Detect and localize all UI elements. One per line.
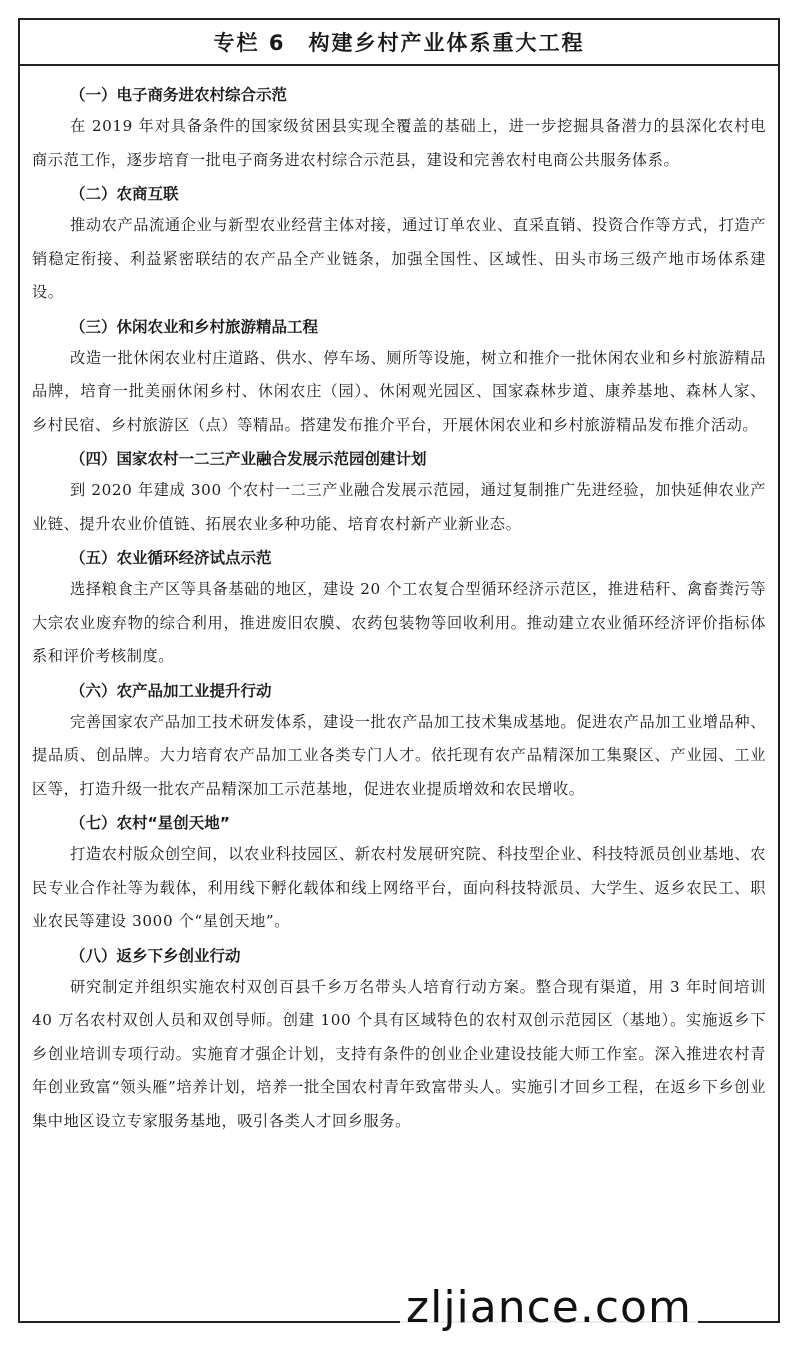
- section-7: [32, 808, 766, 939]
- section-heading: （五）农业循环经济试点示范: [70, 549, 272, 567]
- section-heading: （四）国家农村一二三产业融合发展示范园创建计划: [70, 450, 427, 468]
- section-text: 研究制定并组织实施农村双创百县千乡万名带头人培育行动方案。整合现有渠道，用 3 年时间培训 40 万名农村双创人员和双创导师。创建 100 个具有区域特色的农村双创示范园区（基地）。实施返乡下乡创业培训专项行动。实施育才强企计划，支持有条件的创业企业建设技能大师工作室。深入推进农村青年创业致富“领头雁”培养计划，培养一批全国农村青年致富带头人。实施引才回乡工程，在返乡下乡创业集中地区设立专家服务基地，吸引各类人才回乡服务。: [32, 977, 766, 1130]
- section-text: 打造农村版众创空间，以农业科技园区、新农村发展研究院、科技型企业、科技特派员创业基地、农民专业合作社等为载体，利用线下孵化载体和线上网络平台，面向科技特派员、大学生、返乡农民工、职业农民等建设 3000 个“星创天地”。: [32, 845, 766, 930]
- section-text: 改造一批休闲农业村庄道路、供水、停车场、厕所等设施，树立和推介一批休闲农业和乡村旅游精品品牌，培育一批美丽休闲乡村、休闲农庄（园）、休闲观光园区、国家森林步道、康养基地、森林人家、乡村民宿、乡村旅游区（点）等精品。搭建发布推介平台，开展休闲农业和乡村旅游精品发布推介活动。: [32, 348, 766, 434]
- watermark-text: zljiance.com: [400, 1280, 698, 1336]
- section-5: [32, 543, 766, 674]
- section-heading: （七）农村“星创天地”: [70, 814, 230, 832]
- section-2: [32, 179, 766, 310]
- section-heading: （八）返乡下乡创业行动: [70, 946, 241, 965]
- section-text: 在 2019 年对具备条件的国家级贫困县实现全覆盖的基础上，进一步挖掘具备潜力的县深化农村电商示范工作，逐步培育一批电子商务进农村综合示范县，建设和完善农村电商公共服务体系。: [32, 117, 766, 169]
- section-heading: （一）电子商务进农村综合示范: [70, 86, 288, 104]
- section-heading: （六）农产品加工业提升行动: [70, 681, 272, 700]
- section-text: 到 2020 年建成 300 个农村一二三产业融合发展示范园，通过复制推广先进经验，加快延伸农业产业链、提升农业价值链、拓展农业多种功能、培育农村新产业新业态。: [32, 481, 766, 533]
- column-box: [18, 18, 780, 1323]
- section-4: [32, 444, 766, 541]
- section-3: [32, 312, 766, 443]
- title-bar: [20, 20, 778, 66]
- section-text: 完善国家农产品加工技术研发体系，建设一批农产品加工技术集成基地。促进农产品加工业增品种、提品质、创品牌。大力培育农产品加工业各类专门人才。依托现有农产品精深加工集聚区、产业园、工业区等，打造升级一批农产品精深加工示范基地，促进农业提质增效和农民增收。: [32, 712, 766, 798]
- section-text: 推动农产品流通企业与新型农业经营主体对接，通过订单农业、直采直销、投资合作等方式，打造产销稳定衔接、利益紧密联结的农产品全产业链条，加强全国性、区域性、田头市场三级产地市场体系建设。: [32, 216, 766, 301]
- section-heading: （三）休闲农业和乡村旅游精品工程: [70, 317, 319, 336]
- content-area: [20, 66, 778, 1138]
- section-1: [32, 80, 766, 177]
- section-8: [32, 941, 766, 1139]
- section-text: 选择粮食主产区等具备基础的地区，建设 20 个工农复合型循环经济示范区，推进秸秆、禽畜粪污等大宗农业废弃物的综合利用，推进废旧农膜、农药包装物等回收利用。推动建立农业循环经济评价指标体系和评价考核制度。: [32, 580, 766, 665]
- section-6: [32, 676, 766, 807]
- column-title: 专栏 6 构建乡村产业体系重大工程: [213, 31, 585, 55]
- section-heading: （二）农商互联: [70, 185, 179, 203]
